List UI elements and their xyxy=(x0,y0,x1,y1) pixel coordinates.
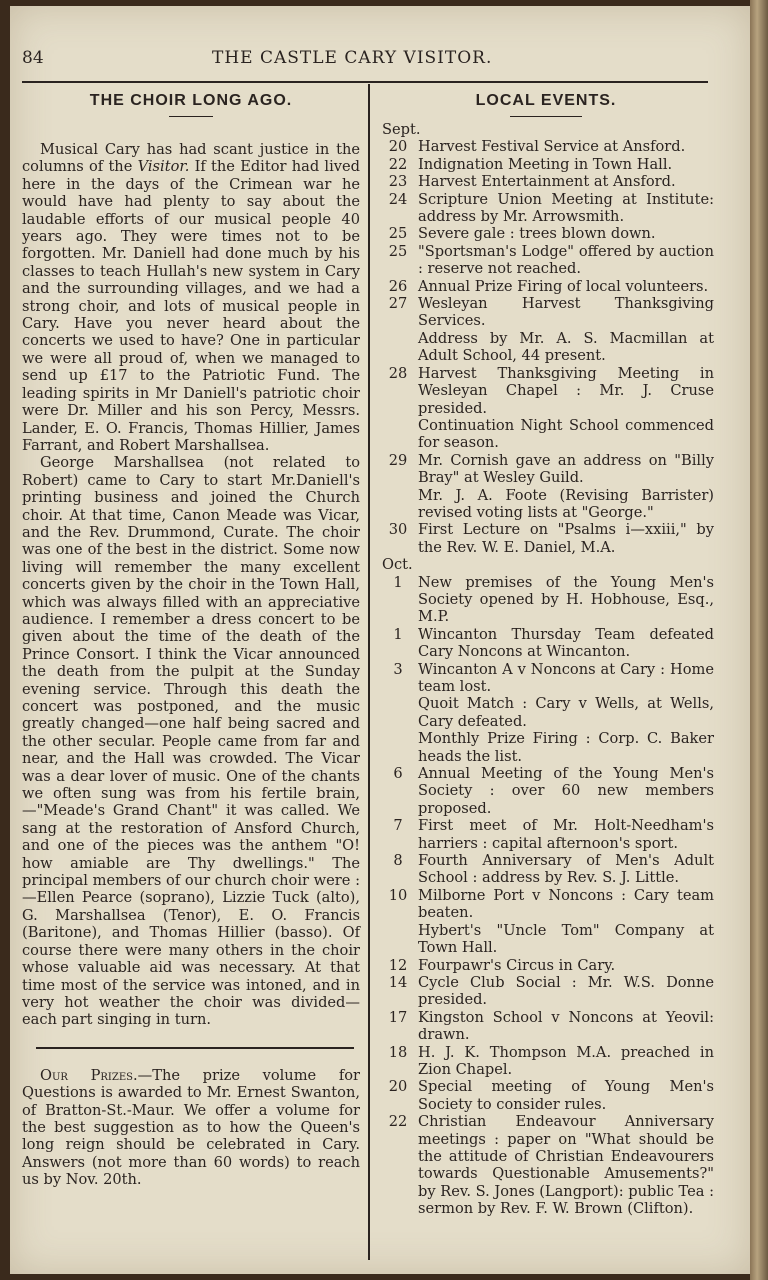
event-item xyxy=(378,452,714,522)
event-line: Mr. Cornish gave an address on "Billy Bray" at Wesley Guild. xyxy=(418,451,714,487)
event-line: Wincanton Thursday Team defeated Cary Noncons at Wincanton. xyxy=(418,625,714,661)
para1-italic: Visitor. xyxy=(137,158,190,176)
event-line: Severe gale : trees blown down. xyxy=(418,225,656,243)
event-line: First meet of Mr. Holt-Needham's harriers : capital afternoon's sport. xyxy=(418,817,714,852)
event-description xyxy=(418,574,714,626)
event-description xyxy=(418,278,714,295)
event-day: 29 xyxy=(388,451,408,469)
event-line: Harvest Thanksgiving Meeting in Wesleyan Chapel : Mr. J. Cruse presided. xyxy=(418,364,714,417)
event-item xyxy=(378,1078,714,1113)
event-item xyxy=(378,626,714,661)
event-description xyxy=(418,1044,714,1079)
event-day: 23 xyxy=(388,173,408,191)
prizes-heading: Our Prizes. xyxy=(40,1066,138,1084)
left-column xyxy=(22,88,360,1189)
event-item xyxy=(378,365,714,452)
event-description xyxy=(418,1113,714,1217)
para1-start: Musical Cary has had scant justice in the columns of the xyxy=(22,141,360,176)
month-label-sept: Sept. xyxy=(382,121,421,138)
article-paragraph-2: George Marshallsea (not related to Robert) came to Cary to start Mr.Daniell's printing business and joined the Church choir. At that time, Canon Meade was Vicar, and the Rev. Drummond, Curate. The choir was one of the best in the district. Some now living will remember the many excellent concerts given by the choir in the Town Hall, which was always filled with an appreciative audience. I remember a dress concert to be given about the time of the death of the Prince Consort. I think the Vicar announced the death from the pulpit at the Sunday evening service. Through this death the concert was postponed, and the music greatly changed—one half being sacred and the other secular. People came from far and near, and the Hall was crowded. The Vicar was a dear lover of music. One of the chants we often sung was from his fertile brain,—"Meade's Grand Chant" it was called. We sang at the restoration of Ansford Church, and one of the pieces was the anthem "O! how amiable are Thy dwellings." The principal members of our church choir were :—Ellen Pearce (soprano), Lizzie Tuck (alto), G. Marshallsea (Tenor), E. O. Francis (Baritone), and Thomas Hillier (basso). Of course there were many others in the choir whose valuable aid was necessary. At that time most of the service was intoned, and in very hot weather the choir was divided—each part singing in turn. xyxy=(22,454,360,1029)
event-line: Wesleyan Harvest Thanksgiving Services. xyxy=(418,295,714,330)
event-day: 25 xyxy=(388,225,408,243)
event-description xyxy=(418,661,714,765)
event-item xyxy=(378,817,714,852)
event-item xyxy=(378,243,714,278)
event-description xyxy=(418,957,714,974)
event-description xyxy=(418,138,714,155)
event-day: 10 xyxy=(388,886,408,904)
section-divider xyxy=(36,1047,354,1049)
event-item xyxy=(378,173,714,190)
event-day: 24 xyxy=(388,190,408,208)
event-line: Fourth Anniversary of Men's Adult School : address by Rev. S. J. Little. xyxy=(418,852,714,887)
event-day: 1 xyxy=(393,573,403,591)
column-divider xyxy=(368,84,370,1260)
event-description xyxy=(418,156,714,173)
event-day: 14 xyxy=(388,973,408,991)
event-line: Harvest Entertainment at Ansford. xyxy=(418,173,676,191)
event-line: H. J. K. Thompson M.A. preached in Zion Chapel. xyxy=(418,1043,714,1078)
event-line: Continuation Night School commenced for season. xyxy=(418,416,714,452)
event-line: Christian Endeavour Anniversary meetings : paper on "What should be the attitude of Christian Endeavourers towards Questionable Amusements?" by Rev. S. Jones (Langport): public Tea : sermon by Rev. F. W. Brown (Clifton). xyxy=(418,1113,714,1218)
event-day: 22 xyxy=(388,155,408,173)
event-item xyxy=(378,1009,714,1044)
page-number: 84 xyxy=(22,48,44,68)
event-line: Hybert's "Uncle Tom" Company at Town Hall. xyxy=(418,921,714,957)
article-paragraph-1 xyxy=(22,141,360,454)
oct-events-list xyxy=(378,574,714,1218)
event-description xyxy=(418,852,714,887)
prizes-paragraph xyxy=(22,1067,360,1189)
event-description xyxy=(418,295,714,365)
event-item xyxy=(378,957,714,974)
event-line: Indignation Meeting in Town Hall. xyxy=(418,155,673,173)
event-description xyxy=(418,243,714,278)
event-item xyxy=(378,138,714,155)
page-header xyxy=(22,46,712,72)
event-line: Mr. J. A. Foote (Revising Barrister) revised voting lists at "George." xyxy=(418,486,714,521)
event-line: Annual Meeting of the Young Men's Society : over 60 new members proposed. xyxy=(418,765,714,817)
event-day: 18 xyxy=(388,1043,408,1061)
event-line: New premises of the Young Men's Society opened by H. Hobhouse, Esq., M.P. xyxy=(418,573,714,626)
event-item xyxy=(378,852,714,887)
event-item xyxy=(378,191,714,226)
event-line: Annual Prize Firing of local volunteers. xyxy=(418,277,709,295)
event-description xyxy=(418,887,714,957)
event-day: 8 xyxy=(393,852,403,870)
event-day: 12 xyxy=(388,956,408,974)
event-day: 25 xyxy=(388,242,408,260)
event-description xyxy=(418,765,714,817)
event-line: Quoit Match : Cary v Wells, at Wells, Cary defeated. xyxy=(418,695,714,730)
header-rule xyxy=(22,81,708,83)
event-item xyxy=(378,574,714,626)
event-item xyxy=(378,225,714,242)
event-line: First Lecture on "Psalms i—xxiii," by the Rev. W. E. Daniel, M.A. xyxy=(418,521,714,556)
event-day: 20 xyxy=(388,138,408,156)
event-description xyxy=(418,173,714,190)
event-description xyxy=(418,365,714,452)
event-day: 27 xyxy=(388,295,408,313)
event-line: Special meeting of Young Men's Society to consider rules. xyxy=(418,1078,714,1113)
event-item xyxy=(378,661,714,765)
event-item xyxy=(378,156,714,173)
event-item xyxy=(378,887,714,957)
article-title: THE CHOIR LONG AGO. xyxy=(89,92,293,109)
para1-rest: If the Editor had lived here in the days of the Crimean war he would have had plenty to say about the laudable efforts of our musical people 40 years ago. They were times not to be forgotten. Mr. Daniell had done much by his classes to teach Hullah's new system in Cary and the surrounding villages, and we had a strong choir, and lots of musical people in Cary. Have you never heard about the concerts we used to have? One in particular we were all proud of, when we managed to send up £17 to the Patriotic Fund. The leading spirits in Mr Daniell's patriotic choir were Dr. Miller and his son Percy, Messrs. Lander, E. O. Francis, Thomas Hillier, James Farrant, and Robert Marshallsea. xyxy=(22,158,360,454)
right-column xyxy=(378,88,714,1218)
event-line: Milborne Port v Noncons : Cary team beaten. xyxy=(418,886,714,922)
event-line: Scripture Union Meeting at Institute: address by Mr. Arrowsmith. xyxy=(418,190,714,226)
event-line: Address by Mr. A. S. Macmillan at Adult School, 44 present. xyxy=(418,329,714,365)
month-label-oct: Oct. xyxy=(382,556,413,574)
event-description xyxy=(418,626,714,661)
event-day: 7 xyxy=(393,817,403,835)
event-description xyxy=(418,974,714,1009)
event-item xyxy=(378,278,714,295)
event-day: 20 xyxy=(388,1078,408,1096)
event-item xyxy=(378,974,714,1009)
event-line: Monthly Prize Firing : Corp. C. Baker heads the list. xyxy=(418,730,714,765)
event-day: 1 xyxy=(393,625,403,643)
events-title: LOCAL EVENTS. xyxy=(475,92,617,109)
book-edge xyxy=(750,0,768,1280)
event-day: 26 xyxy=(388,277,408,295)
event-line: Kingston School v Noncons at Yeovil: drawn. xyxy=(418,1008,714,1044)
event-description xyxy=(418,1009,714,1044)
event-day: 28 xyxy=(388,364,408,382)
event-description xyxy=(418,817,714,852)
event-description xyxy=(418,191,714,226)
event-day: 17 xyxy=(388,1008,408,1026)
event-day: 30 xyxy=(388,521,408,539)
event-line: Cycle Club Social : Mr. W.S. Donne presided. xyxy=(418,973,714,1009)
prizes-text: —The prize volume for Questions is awarded to Mr. Ernest Swanton, of Bratton-St.-Maur. We offer a volume for the best suggestion as to how the Queen's long reign should be celebrated in Cary. Answers (not more than 60 words) to reach us by Nov. 20th. xyxy=(22,1066,360,1189)
event-day: 22 xyxy=(388,1113,408,1131)
event-line: Wincanton A v Noncons at Cary : Home team lost. xyxy=(418,660,714,695)
event-item xyxy=(378,1113,714,1217)
event-item xyxy=(378,295,714,365)
event-description xyxy=(418,1078,714,1113)
sept-events-list xyxy=(378,138,714,556)
event-day: 6 xyxy=(393,765,403,783)
event-item xyxy=(378,1044,714,1079)
event-description xyxy=(418,521,714,556)
events-title-rule xyxy=(510,116,582,117)
event-item xyxy=(378,765,714,817)
event-day: 3 xyxy=(393,660,403,678)
event-item xyxy=(378,521,714,556)
event-line: Harvest Festival Service at Ansford. xyxy=(418,138,686,156)
event-line: Fourpawr's Circus in Cary. xyxy=(418,956,616,974)
event-line: "Sportsman's Lodge" offered by auction : reserve not reached. xyxy=(418,242,714,278)
title-rule xyxy=(169,116,213,117)
event-description xyxy=(418,225,714,242)
running-title: THE CASTLE CARY VISITOR. xyxy=(212,48,493,68)
event-description xyxy=(418,452,714,522)
